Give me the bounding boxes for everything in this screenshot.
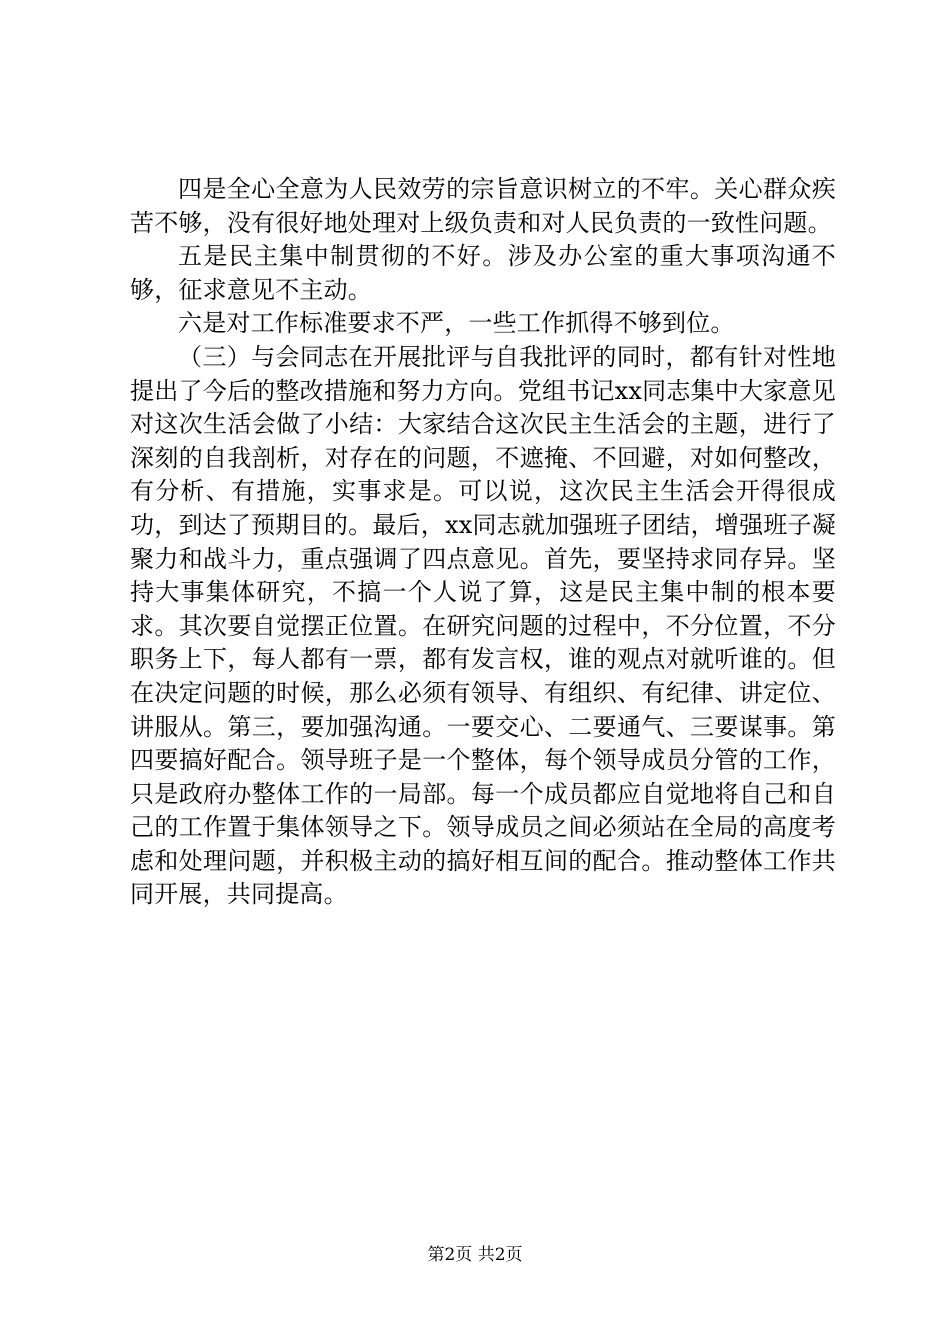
paragraph-three-summary: （三）与会同志在开展批评与自我批评的同时，都有针对性地提出了今后的整改措施和努力方向。党组书记xx同志集中大家意见对这次生活会做了小结：大家结合这次民主生活会的主题，进行了深刻的自我剖析，对存在的问题，不遮掩、不回避，对如何整改，有分析、有措施，实事求是。可以说，这次民主生活会开得很成功，到达了预期目的。最后，xx同志就加强班子团结，增强班子凝聚力和战斗力，重点强调了四点意见。首先，要坚持求同存异。坚持大事集体研究，不搞一个人说了算，这是民主集中制的根本要求。其次要自觉摆正位置。在研究问题的过程中，不分位置，不分职务上下，每人都有一票，都有发言权，谁的观点对就听谁的。但在决定问题的时候，那么必须有领导、有组织、有纪律、讲定位、讲服从。第三，要加强沟通。一要交心、二要通气、三要谋事。第四要搞好配合。领导班子是一个整体，每个领导成员分管的工作，只是政府办整体工作的一局部。每一个成员都应自觉地将自己和自己的工作置于集体领导之下。领导成员之间必须站在全局的高度考虑和处理问题，并积极主动的搞好相互间的配合。推动整体工作共同开展，共同提高。 — [130, 342, 836, 909]
page-footer — [0, 1244, 950, 1266]
page-number-label: 第2页 共2页 — [427, 1245, 523, 1265]
paragraph-four: 四是全心全意为人民效劳的宗旨意识树立的不牢。关心群众疾苦不够，没有很好地处理对上级负责和对人民负责的一致性问题。 — [130, 175, 836, 237]
document-body — [130, 173, 836, 912]
paragraph-five: 五是民主集中制贯彻的不好。涉及办公室的重大事项沟通不够，征求意见不主动。 — [130, 242, 836, 304]
paragraph-six: 六是对工作标准要求不严，一些工作抓得不够到位。 — [178, 309, 735, 338]
